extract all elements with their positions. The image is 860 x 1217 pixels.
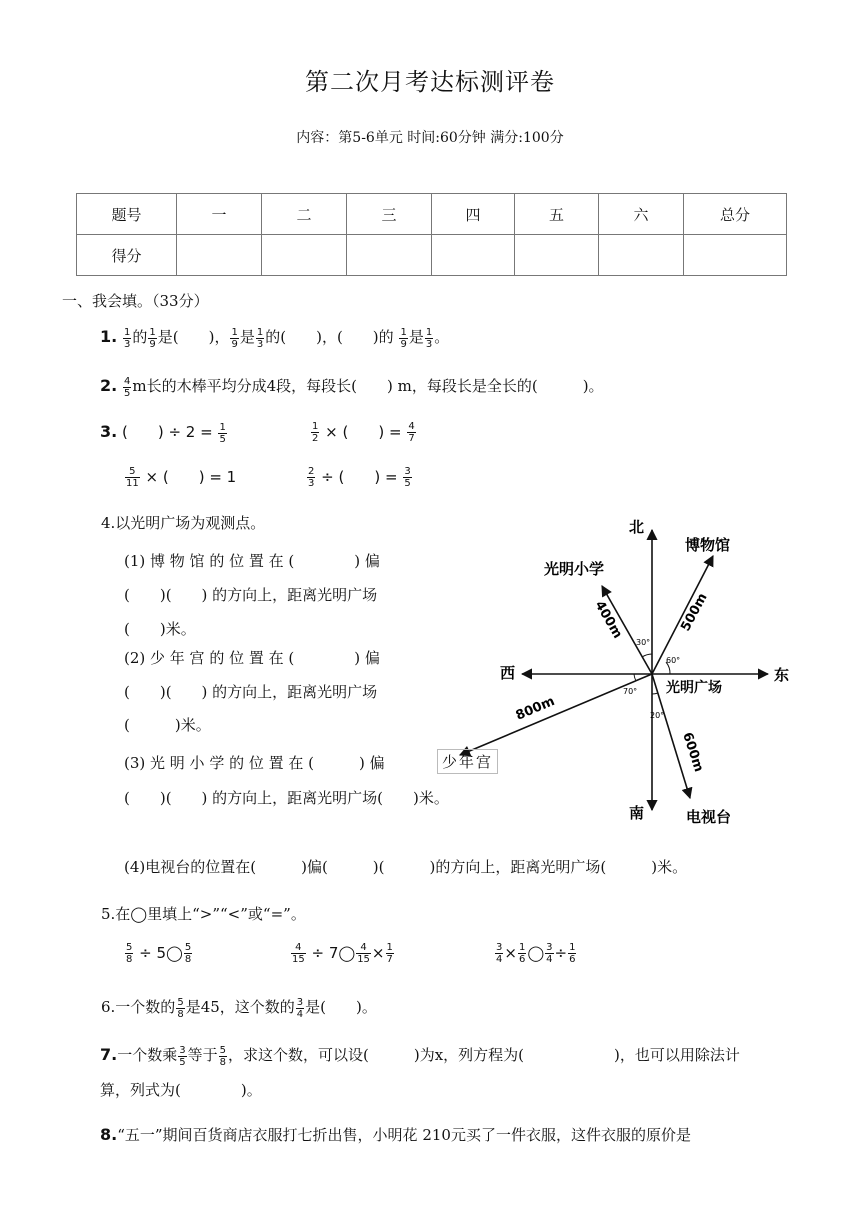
school-angle: 30° (636, 638, 651, 647)
fraction: $\frac{1}{9}$ (149, 326, 156, 350)
school-label: 光明小学 (544, 560, 605, 578)
score-cell[interactable] (432, 235, 515, 276)
score-cell[interactable] (599, 235, 684, 276)
question-3b: $\frac{1}{2}$ × ( ) = $\frac{4}{7}$ (312, 421, 415, 444)
question-3: 3. ( ) ÷ 2 = $\frac{1}{5}$ (100, 421, 226, 445)
score-cell[interactable] (347, 235, 432, 276)
fraction: $\frac{3}{4}$ (296, 996, 304, 1020)
fraction: $\frac{1}{5}$ (219, 421, 226, 445)
fraction: $\frac{3}{4}$ (496, 942, 503, 965)
exam-info: 内容：第5-6单元 时间:60分钟 满分:100分 (296, 130, 564, 146)
fraction: $\frac{4}{5}$ (124, 375, 131, 399)
museum-label: 博物馆 (685, 536, 731, 554)
score-header-cell: 六 (599, 194, 684, 235)
question-5a: $\frac{5}{8}$ ÷ 5◯ $\frac{5}{8}$ (126, 942, 192, 965)
fraction: $\frac{1}{6}$ (569, 942, 576, 965)
palace-label: 少年宫 (437, 749, 498, 774)
tv-angle: 20° (650, 711, 665, 720)
score-header-cell: 总分 (684, 194, 787, 235)
question-4-stem: 4.以光明广场为观测点。 (101, 514, 266, 532)
question-6: 6.一个数的 $\frac{5}{8}$ 是45，这个数的 $\frac{3}{4}$ 是( )。 (101, 996, 377, 1020)
score-header-cell: 题号 (77, 194, 177, 235)
q4-part1-line3: ( )米。 (124, 620, 196, 638)
center-label: 光明广场 (666, 680, 722, 696)
score-cell[interactable] (515, 235, 599, 276)
fraction: $\frac{5}{11}$ (126, 466, 139, 489)
question-3d: $\frac{2}{3}$ ÷ ( ) = $\frac{3}{5}$ (308, 466, 411, 489)
fraction: $\frac{1}{3}$ (425, 326, 433, 350)
question-8: 8.“五一”期间百货商店衣服打七折出售，小明花 210元买了一件衣服，这件衣服的原价是 (100, 1125, 691, 1144)
question-7: 7.一个数乘 $\frac{3}{5}$ 等于 $\frac{5}{8}$ ，求这个数，可以设( )为x，列方程为( )，也可以用除法计 (100, 1044, 740, 1068)
score-header-cell: 五 (515, 194, 599, 235)
score-header-cell: 二 (262, 194, 347, 235)
score-table-header-row (77, 194, 787, 235)
question-1: 1. $\frac{1}{3}$ 的 $\frac{1}{9}$ 是( )， $\frac{1}{9}$ 是 $\frac{1}{3}$ 的( )，( )的 $\frac{1}{9}$ 是 $\frac{1}{3}$ 。 (100, 326, 450, 350)
q4-part2-line2: ( )( ) 的方向上，距离光明广场 (124, 683, 378, 701)
fraction: $\frac{3}{5}$ (179, 1044, 186, 1068)
fraction: $\frac{1}{9}$ (400, 326, 407, 350)
page-title: 第二次月考达标测评卷 (305, 68, 555, 96)
museum-distance: 500m (678, 590, 711, 634)
fraction: $\frac{5}{8}$ (219, 1044, 226, 1068)
score-header-cell: 三 (347, 194, 432, 235)
museum-ray (652, 556, 713, 674)
north-label: 北 (628, 518, 644, 536)
fraction: $\frac{1}{2}$ (312, 421, 319, 444)
score-cell[interactable] (262, 235, 347, 276)
fraction: $\frac{2}{3}$ (308, 466, 315, 489)
score-header-cell: 四 (432, 194, 515, 235)
palace-angle: 70° (623, 687, 638, 696)
fraction: $\frac{5}{8}$ (184, 942, 192, 965)
question-5-stem: 5.在◯里填上“>”“<”或“=”。 (101, 905, 306, 923)
score-cell[interactable] (684, 235, 787, 276)
score-table (76, 193, 787, 276)
palace-distance: 800m (513, 693, 558, 724)
question-5b: $\frac{4}{15}$ ÷ 7◯ $\frac{4}{15}$ × $\frac{1}{7}$ (292, 942, 393, 965)
south-label: 南 (628, 804, 644, 822)
museum-angle: 60° (666, 656, 681, 665)
q4-part3-line1: (3) 光 明 小 学 的 位 置 在 ( ) 偏 (124, 754, 385, 772)
fraction: $\frac{4}{15}$ (357, 942, 370, 965)
fraction: $\frac{1}{9}$ (231, 326, 238, 350)
question-7-line2: 算，列式为( )。 (100, 1081, 262, 1099)
q4-part2-line1: (2) 少 年 宫 的 位 置 在 ( ) 偏 (124, 649, 380, 667)
q4-part1-line1: (1) 博 物 馆 的 位 置 在 ( ) 偏 (124, 552, 380, 570)
question-2: 2. $\frac{4}{5}$ m长的木棒平均分成4段，每段长( ) m，每段长是全长的( )。 (100, 375, 604, 399)
fraction: $\frac{3}{5}$ (404, 466, 411, 489)
question-3c: $\frac{5}{11}$ × ( ) = 1 (126, 466, 237, 489)
q4-part1-line2: ( )( ) 的方向上，距离光明广场 (124, 586, 378, 604)
fraction: $\frac{3}{4}$ (546, 942, 553, 965)
fraction: $\frac{5}{8}$ (126, 942, 133, 965)
question-5c: $\frac{3}{4}$ × $\frac{1}{6}$ ◯ $\frac{3}{4}$ ÷ $\frac{1}{6}$ (496, 942, 576, 965)
school-distance: 400m (591, 598, 625, 642)
tv-label: 电视台 (686, 808, 732, 826)
section-heading: 一、我会填。（33分） (62, 292, 209, 310)
east-label: 东 (774, 666, 790, 684)
direction-diagram (440, 512, 800, 832)
fraction: $\frac{4}{15}$ (292, 942, 305, 965)
fraction: $\frac{1}{6}$ (518, 942, 526, 965)
west-label: 西 (500, 664, 516, 682)
fraction: $\frac{5}{8}$ (177, 996, 184, 1020)
score-table-score-row (77, 235, 787, 276)
score-cell[interactable] (177, 235, 262, 276)
q4-part4: (4)电视台的位置在( )偏( )( )的方向上，距离光明广场( )米。 (124, 858, 688, 876)
fraction: $\frac{4}{7}$ (408, 421, 415, 444)
score-row-label: 得分 (77, 235, 177, 276)
fraction: $\frac{1}{7}$ (386, 942, 393, 965)
fraction: $\frac{1}{3}$ (124, 326, 131, 350)
fraction: $\frac{1}{3}$ (256, 326, 264, 350)
score-header-cell: 一 (177, 194, 262, 235)
q4-part2-line3: ( )米。 (124, 716, 211, 734)
q4-part3-line2: ( )( ) 的方向上，距离光明广场( )米。 (124, 789, 449, 807)
tv-distance: 600m (679, 730, 707, 774)
